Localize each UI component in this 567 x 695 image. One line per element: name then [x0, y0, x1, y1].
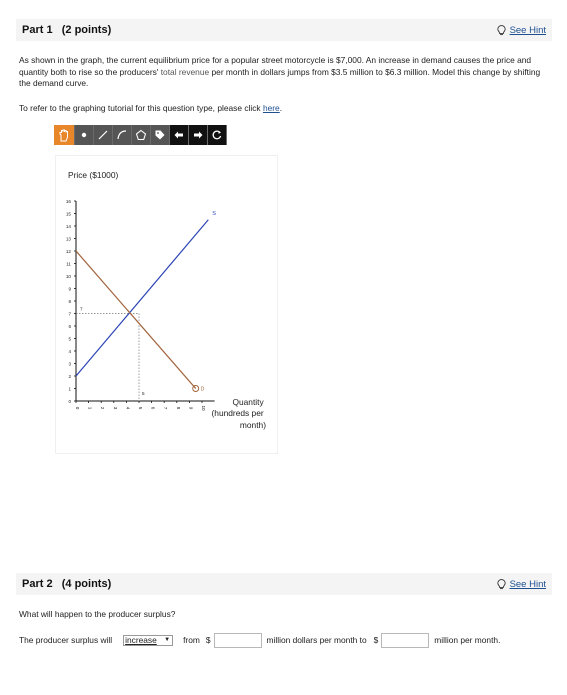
question-text-a: As shown in the graph, the current equilibrium price for a popular street motorcycle is $7,000. An increase in demand causes the price and quantity both to rise so the producers' [19, 55, 532, 77]
polygon-icon [135, 129, 147, 141]
supply-curve-label: S [212, 210, 216, 217]
y-tick-label: 0 [68, 399, 71, 404]
part1-see-hint-link[interactable] [497, 25, 546, 36]
y-tick-label: 4 [68, 349, 71, 354]
redo-button[interactable] [189, 125, 208, 145]
part2-title [22, 578, 111, 590]
from-label: from [183, 635, 200, 645]
currency-label-2: $ [373, 635, 379, 645]
x-tick-label: 4 [125, 406, 131, 410]
chevron-down-icon: ▼ [164, 636, 171, 643]
x-tick-label: 8 [175, 406, 181, 410]
curve-icon [116, 129, 128, 141]
x-tick-label: 3 [112, 406, 118, 410]
lightbulb-icon [497, 579, 506, 590]
equilibrium-price-label: 7 [80, 306, 83, 312]
part1-title [22, 24, 111, 36]
x-tick-label: 0 [75, 406, 80, 410]
x-tick-label: 1 [87, 406, 93, 410]
part2-see-hint-label[interactable]: See Hint [509, 578, 546, 590]
y-tick-label: 1 [68, 386, 71, 392]
redo-icon [192, 129, 204, 141]
line-icon [97, 129, 109, 141]
surplus-to-input[interactable] [381, 633, 429, 648]
reset-button[interactable] [208, 125, 227, 145]
y-tick-label: 11 [66, 261, 71, 267]
part1-question [19, 55, 549, 90]
y-tick-label: 8 [68, 299, 71, 304]
tutorial-text: To refer to the graphing tutorial for this question type, please click [19, 103, 263, 113]
x-axis-label [212, 397, 267, 430]
x-tick-label: 7 [163, 406, 169, 410]
y-tick-label: 16 [65, 199, 71, 204]
graph-panel[interactable] [55, 155, 278, 454]
hand-icon [58, 129, 70, 142]
part2-see-hint-link[interactable] [497, 579, 546, 590]
answer-sentence-start: The producer surplus will [19, 635, 113, 645]
surplus-change-select[interactable] [123, 635, 173, 646]
undo-button[interactable] [170, 125, 189, 145]
curve-tool[interactable] [113, 125, 132, 145]
x-axis-label-line1: Quantity [232, 397, 264, 407]
y-tick-label: 9 [68, 286, 71, 292]
surplus-change-value: increase [125, 634, 157, 645]
dot-icon [79, 130, 89, 140]
y-tick-label: 15 [65, 211, 71, 217]
y-axis-label: Price ($1000) [68, 170, 119, 180]
x-tick-label: 10 [201, 405, 206, 411]
point-tool[interactable] [75, 125, 94, 145]
series-line-d [76, 251, 196, 389]
reset-icon [211, 129, 223, 141]
line-tool[interactable] [94, 125, 113, 145]
x-axis-label-line2: (hundreds per [211, 408, 264, 418]
x-tick-label: 6 [150, 406, 156, 410]
y-tick-label: 5 [68, 336, 71, 342]
part2-points: (4 points) [61, 578, 112, 590]
equilibrium-quantity-label: 5 [142, 391, 145, 396]
y-tick-label: 6 [68, 324, 71, 329]
y-tick-label: 2 [68, 374, 71, 379]
part2-title-text: Part 2 [22, 578, 53, 590]
polygon-tool[interactable] [132, 125, 151, 145]
part1-title-text: Part 1 [22, 24, 53, 36]
supply-demand-graph[interactable] [56, 156, 279, 455]
tag-icon [154, 129, 166, 141]
end-label: million per month. [434, 635, 501, 645]
part2-header [16, 573, 552, 595]
currency-label-1: $ [205, 635, 211, 645]
part1-header [16, 19, 552, 41]
answer-row [19, 632, 500, 648]
demand-curve-label: D [200, 386, 205, 393]
part1-see-hint-label[interactable]: See Hint [509, 24, 546, 36]
x-tick-label: 2 [100, 406, 106, 410]
series-line-s [76, 220, 208, 376]
tutorial-line [19, 103, 282, 115]
label-tool[interactable] [151, 125, 170, 145]
y-tick-label: 3 [68, 361, 71, 367]
mid-label: million dollars per month to [266, 635, 367, 645]
part1-points: (2 points) [61, 24, 112, 36]
undo-icon [173, 129, 185, 141]
question-text-b: per month in dollars jumps from $3.5 million to $6.3 million. Model this change by shifting the demand curve. [19, 66, 541, 88]
graph-toolbar [54, 125, 227, 145]
tutorial-link[interactable]: here [262, 103, 280, 113]
y-tick-label: 13 [65, 236, 71, 242]
lightbulb-icon [497, 25, 506, 36]
x-axis-label-line3: month) [239, 420, 266, 430]
part2-question: What will happen to the producer surplus? [19, 609, 176, 619]
y-tick-label: 10 [65, 274, 71, 279]
x-tick-label: 5 [138, 406, 143, 410]
y-tick-label: 7 [68, 311, 71, 317]
y-tick-label: 12 [65, 249, 71, 254]
hand-tool[interactable] [54, 125, 75, 145]
tutorial-end: . [279, 103, 283, 113]
question-highlight: total revenue [160, 66, 210, 77]
y-tick-label: 14 [65, 224, 71, 229]
surplus-from-input[interactable] [214, 633, 262, 648]
x-tick-label: 9 [188, 406, 194, 410]
